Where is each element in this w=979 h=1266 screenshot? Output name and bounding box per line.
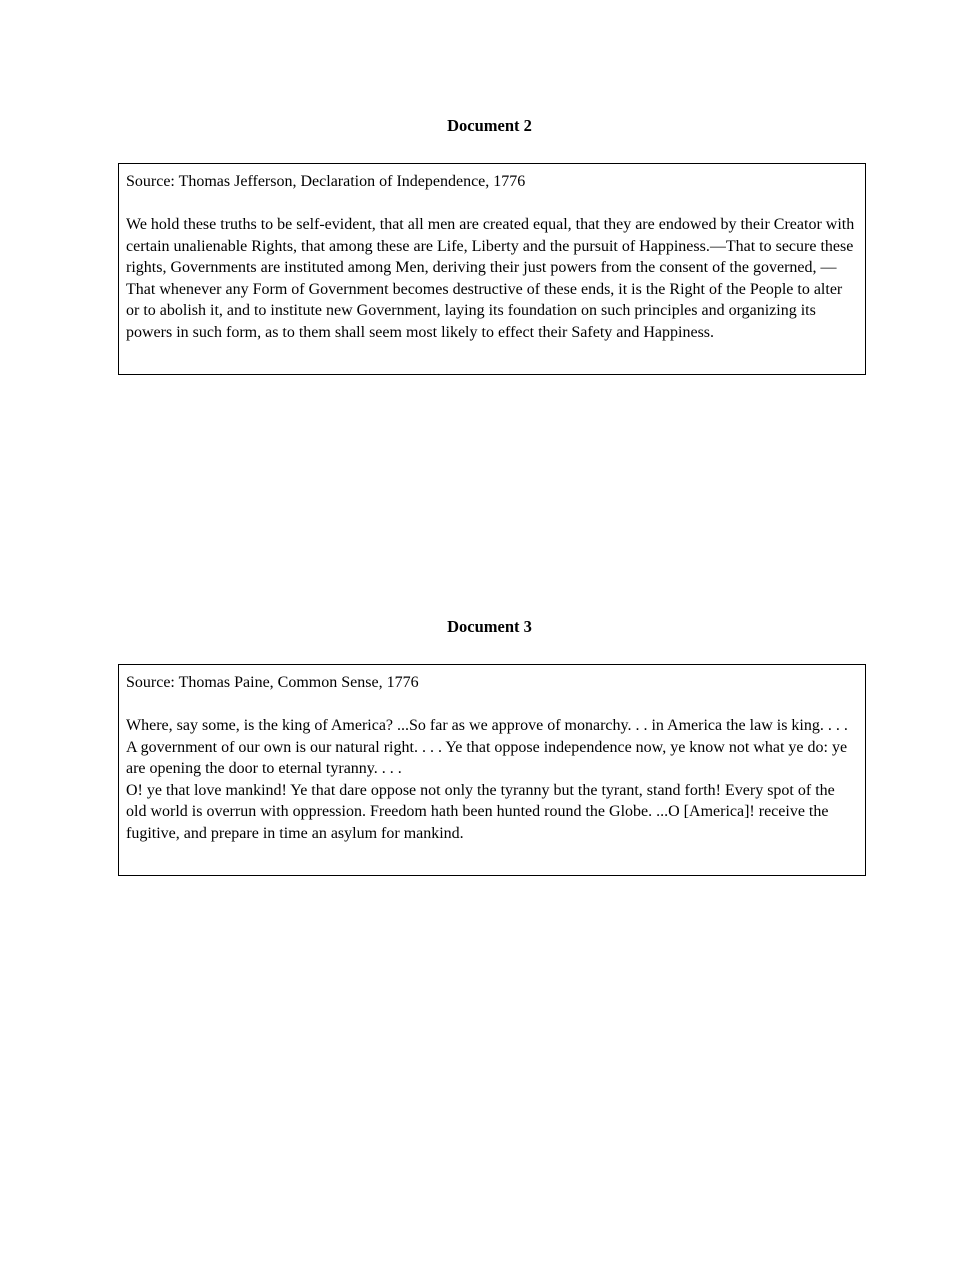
document-3-body-text-line-3: O! ye that love mankind! Ye that dare oppose not only the tyranny but the tyrant, stand forth! Every spot of the old world is overrun with oppression. Freedom hath been hunted round the Globe. ...O [America]! receive the fugitive, and prepare in time an asylum for mankind.	[126, 781, 835, 842]
document-3-body-text-line-2: A government of our own is our natural right. . . . Ye that oppose independence now, ye know not what ye do: ye are opening the door to eternal tyranny. . . .	[126, 738, 848, 777]
document-3-source-line: Source: Thomas Paine, Common Sense, 1776	[126, 674, 419, 691]
document-2-heading: Document 2	[447, 116, 532, 135]
document-2-source-line: Source: Thomas Jefferson, Declaration of Independence, 1776	[126, 173, 526, 190]
document-3-body-text-line-1: Where, say some, is the king of America? ...So far as we approve of monarchy. . . in America the law is king. . . .	[126, 717, 848, 734]
document-2-body-text: We hold these truths to be self-evident, that all men are created equal, that they are endowed by their Creator with certain unalienable Rights, that among these are Life, Liberty and the pursuit of Happiness.—That to secure these rights, Governments are instituted among Men, deriving their just powers from the consent of the governed, —That whenever any Form of Government becomes destructive of these ends, it is the Right of the People to alter or to abolish it, and to institute new Government, laying its foundation on such principles and organizing its powers in such form, as to them shall seem most likely to effect their Safety and Happiness.	[126, 216, 855, 341]
document-3-excerpt-box	[118, 664, 866, 876]
document-3-heading: Document 3	[447, 617, 532, 636]
document-2-excerpt-box	[118, 163, 866, 375]
